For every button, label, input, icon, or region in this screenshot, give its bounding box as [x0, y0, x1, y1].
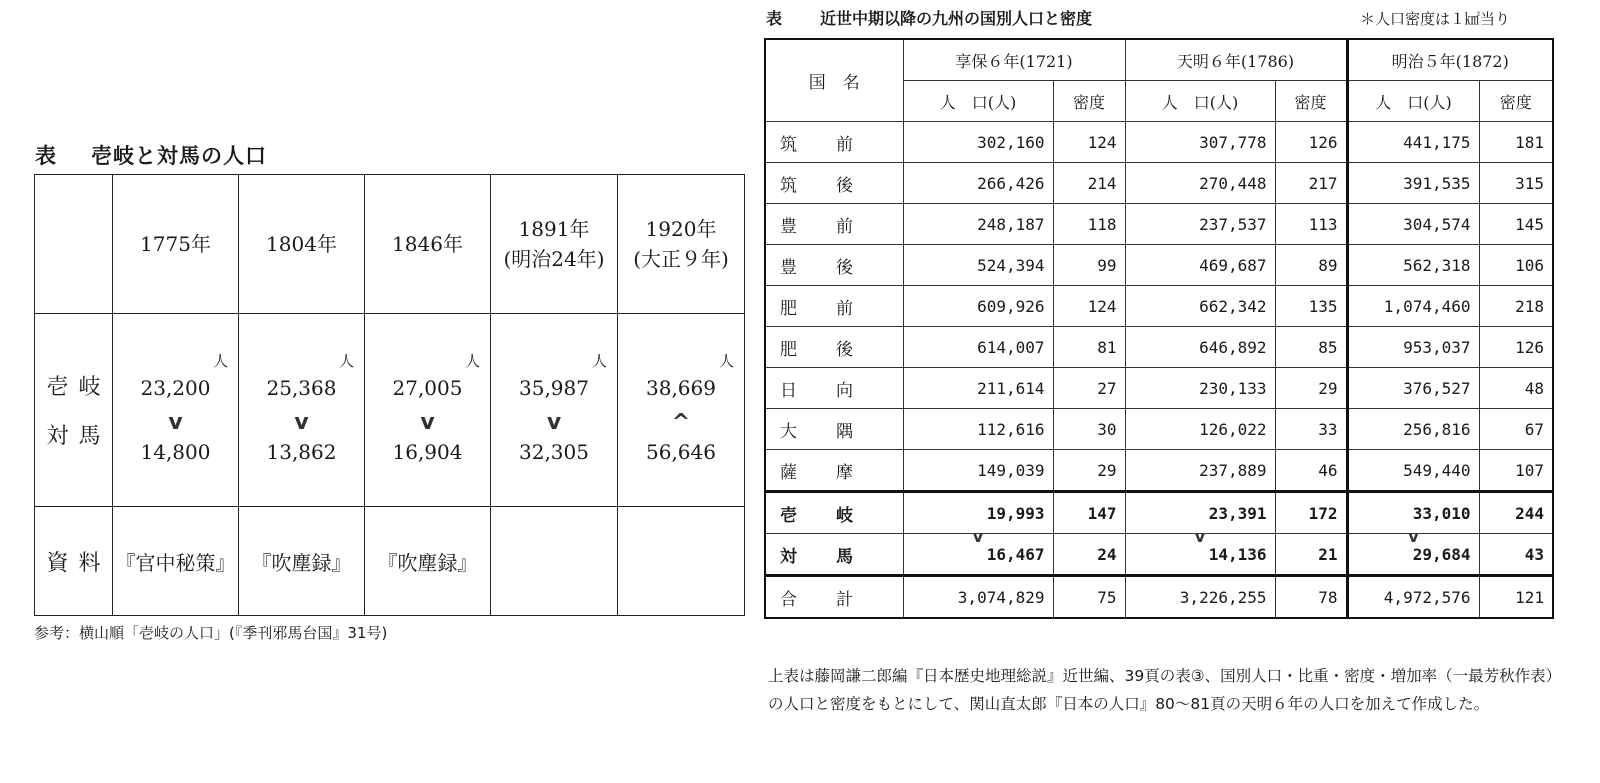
province-name-cell — [765, 163, 903, 204]
density-value: 106 — [1479, 245, 1553, 286]
comparison-mark: v — [294, 410, 309, 435]
population-subheader: 人 口(人) — [1125, 81, 1275, 122]
density-value: 113 — [1275, 204, 1347, 245]
iki-label: 壱岐 — [46, 375, 111, 400]
province-name-char: 計 — [836, 589, 853, 610]
province-row — [765, 492, 1553, 534]
province-row — [765, 576, 1553, 619]
population-value: 112,616 — [903, 409, 1053, 450]
left-table-title — [35, 140, 267, 170]
density-value: 85 — [1275, 327, 1347, 368]
density-value: 33 — [1275, 409, 1347, 450]
density-subheader: 密度 — [1275, 81, 1347, 122]
province-name-char: 馬 — [836, 546, 853, 567]
iki-population: 25,368 — [266, 376, 337, 400]
province-name-cell — [765, 245, 903, 286]
density-value: 244 — [1479, 492, 1553, 534]
right-title-text: 近世中期以降の九州の国別人口と密度 — [820, 9, 1093, 28]
density-value: 21 — [1275, 534, 1347, 576]
province-name-cell — [765, 327, 903, 368]
population-value: 270,448 — [1125, 163, 1275, 204]
source-label: 資料 — [35, 507, 113, 616]
year-header-cell: 1804年 — [239, 175, 365, 314]
density-subheader: 密度 — [1479, 81, 1553, 122]
density-value: 30 — [1053, 409, 1125, 450]
province-name-char: 豊 — [780, 257, 797, 278]
population-cell — [618, 314, 745, 507]
population-value: 646,892 — [1125, 327, 1275, 368]
year-header-cell: 1920年 (大正９年) — [618, 175, 745, 314]
period-header: 享保６年(1721) — [903, 39, 1125, 81]
province-name-char: 日 — [780, 380, 797, 401]
density-value: 214 — [1053, 163, 1125, 204]
unit-label: 人 — [464, 352, 480, 370]
source-row — [35, 507, 745, 616]
province-name-char: 肥 — [780, 298, 797, 319]
province-name-char: 前 — [836, 298, 853, 319]
province-name-char: 薩 — [780, 462, 797, 483]
density-subheader: 密度 — [1053, 81, 1125, 122]
province-row — [765, 327, 1553, 368]
density-value: 124 — [1053, 122, 1125, 163]
island-label-cell — [35, 314, 113, 507]
comparison-mark: v — [420, 410, 435, 435]
density-value: 121 — [1479, 576, 1553, 619]
tsushima-population: 32,305 — [519, 440, 589, 464]
left-title-tag: 表 — [35, 144, 57, 168]
unit-label: 人 — [212, 352, 228, 370]
province-name-char: 岐 — [836, 505, 853, 526]
iki-population: 38,669 — [646, 376, 716, 400]
tsushima-label: 対馬 — [46, 424, 111, 449]
province-name-char: 対 — [780, 546, 797, 567]
unit-label: 人 — [591, 352, 607, 370]
province-name-char: 前 — [836, 216, 853, 237]
density-value: 29 — [1275, 368, 1347, 409]
population-value: 149,039 — [903, 450, 1053, 492]
density-value: 118 — [1053, 204, 1125, 245]
province-name-char: 合 — [780, 589, 797, 610]
population-value: 609,926 — [903, 286, 1053, 327]
province-name-char: 摩 — [836, 462, 853, 483]
province-row — [765, 450, 1553, 492]
period-header: 明治５年(1872) — [1347, 39, 1553, 81]
source-cell — [618, 507, 745, 616]
population-cell — [239, 314, 365, 507]
population-value: 237,537 — [1125, 204, 1275, 245]
province-row — [765, 409, 1553, 450]
left-title-text: 壱岐と対馬の人口 — [91, 144, 267, 168]
comparison-mark: v — [1194, 527, 1206, 546]
province-name-cell — [765, 122, 903, 163]
tsushima-population: 13,862 — [266, 440, 337, 464]
comparison-mark: v — [1408, 527, 1419, 546]
right-title-tag: 表 — [766, 9, 783, 28]
province-name-char: 壱 — [780, 505, 797, 526]
corner-cell — [35, 175, 113, 314]
right-table-footnote: 上表は藤岡謙二郎編『日本歴史地理総説』近世編、39頁の表③、国別人口・比重・密度・増加率（一最芳秋作表）の人口と密度をもとにして、関山直太郎『日本の人口』80〜81頁の天明６年の人口を加えて作成した。 — [768, 667, 1554, 713]
population-cell — [491, 314, 618, 507]
density-value: 43 — [1479, 534, 1553, 576]
comparison-mark: ^ — [671, 410, 691, 435]
population-subheader: 人 口(人) — [1347, 81, 1479, 122]
population-value: 126,022 — [1125, 409, 1275, 450]
population-value: 549,440 — [1347, 450, 1479, 492]
population-value: 3,226,255 — [1125, 576, 1275, 619]
density-value: 147 — [1053, 492, 1125, 534]
province-row — [765, 204, 1553, 245]
population-value: 266,426 — [903, 163, 1053, 204]
province-row — [765, 368, 1553, 409]
tsushima-population: 56,646 — [646, 440, 716, 464]
province-name-cell — [765, 534, 903, 576]
population-value: 14,136 — [1125, 534, 1275, 576]
province-name-char: 後 — [836, 339, 853, 360]
left-reference-note: 参考：横山順「壱岐の人口」(『季刊邪馬台国』31号) — [34, 624, 388, 642]
density-value: 217 — [1275, 163, 1347, 204]
population-subheader: 人 口(人) — [903, 81, 1053, 122]
population-value: 256,816 — [1347, 409, 1479, 450]
population-value: 304,574 — [1347, 204, 1479, 245]
province-name-char: 前 — [836, 134, 853, 155]
province-name-char: 筑 — [780, 175, 797, 196]
province-row — [765, 163, 1553, 204]
density-value: 99 — [1053, 245, 1125, 286]
population-value: 4,972,576 — [1347, 576, 1479, 619]
population-value: 662,342 — [1125, 286, 1275, 327]
population-value: 19,993 v — [903, 492, 1053, 534]
province-name-char: 大 — [780, 421, 797, 442]
province-name-char: 後 — [836, 175, 853, 196]
province-name-cell — [765, 450, 903, 492]
density-value: 126 — [1275, 122, 1347, 163]
province-name-cell — [765, 204, 903, 245]
comparison-mark: v — [972, 527, 984, 546]
population-value: 211,614 — [903, 368, 1053, 409]
density-value: 81 — [1053, 327, 1125, 368]
year-header-cell: 1846年 — [365, 175, 491, 314]
province-name-char: 豊 — [780, 216, 797, 237]
province-name-char: 肥 — [780, 339, 797, 360]
population-value: 29,684 — [1347, 534, 1479, 576]
period-header: 天明６年(1786) — [1125, 39, 1347, 81]
population-value: 237,889 — [1125, 450, 1275, 492]
comparison-mark: v — [168, 410, 183, 435]
iki-population: 35,987 — [519, 376, 589, 400]
population-value: 391,535 — [1347, 163, 1479, 204]
density-value: 67 — [1479, 409, 1553, 450]
density-unit-note: ＊人口密度は１㎢当り — [1360, 10, 1511, 28]
province-row — [765, 286, 1553, 327]
province-name-cell — [765, 409, 903, 450]
period-header-row — [765, 39, 1553, 81]
density-value: 135 — [1275, 286, 1347, 327]
province-name-header: 国 名 — [765, 39, 903, 122]
unit-label: 人 — [718, 352, 734, 370]
right-table-title — [766, 6, 1092, 29]
density-value: 75 — [1053, 576, 1125, 619]
source-cell: 『吹塵録』 — [365, 507, 491, 616]
iki-tsushima-population-table — [34, 174, 745, 616]
comparison-mark: v — [546, 410, 562, 435]
year-header-cell: 1891年 (明治24年) — [491, 175, 618, 314]
iki-population: 27,005 — [392, 376, 463, 400]
population-value: 33,010 v — [1347, 492, 1479, 534]
province-row — [765, 245, 1553, 286]
density-value: 315 — [1479, 163, 1553, 204]
province-name-cell — [765, 492, 903, 534]
population-value: 307,778 — [1125, 122, 1275, 163]
density-value: 172 — [1275, 492, 1347, 534]
density-value: 107 — [1479, 450, 1553, 492]
population-cell — [365, 314, 491, 507]
density-value: 27 — [1053, 368, 1125, 409]
population-cell — [113, 314, 239, 507]
population-row — [35, 314, 745, 507]
province-row — [765, 122, 1553, 163]
population-value: 302,160 — [903, 122, 1053, 163]
density-value: 78 — [1275, 576, 1347, 619]
kyushu-province-population-table — [764, 38, 1554, 619]
population-value: 16,467 — [903, 534, 1053, 576]
density-value: 48 — [1479, 368, 1553, 409]
population-value: 441,175 — [1347, 122, 1479, 163]
density-value: 24 — [1053, 534, 1125, 576]
density-value: 29 — [1053, 450, 1125, 492]
population-value: 230,133 — [1125, 368, 1275, 409]
density-value: 145 — [1479, 204, 1553, 245]
population-value: 376,527 — [1347, 368, 1479, 409]
population-value: 248,187 — [903, 204, 1053, 245]
year-header-row — [35, 175, 745, 314]
year-header-cell: 1775年 — [113, 175, 239, 314]
tsushima-population: 16,904 — [392, 440, 463, 464]
province-name-char: 向 — [836, 380, 853, 401]
iki-population: 23,200 — [140, 376, 211, 400]
density-value: 181 — [1479, 122, 1553, 163]
unit-label: 人 — [338, 352, 354, 370]
province-name-cell — [765, 286, 903, 327]
population-value: 3,074,829 — [903, 576, 1053, 619]
population-value: 562,318 — [1347, 245, 1479, 286]
province-name-char: 隅 — [836, 421, 853, 442]
source-cell — [491, 507, 618, 616]
population-value: 1,074,460 — [1347, 286, 1479, 327]
density-value: 124 — [1053, 286, 1125, 327]
population-value: 614,007 — [903, 327, 1053, 368]
population-value: 469,687 — [1125, 245, 1275, 286]
population-value: 953,037 — [1347, 327, 1479, 368]
density-value: 126 — [1479, 327, 1553, 368]
density-value: 46 — [1275, 450, 1347, 492]
population-value: 23,391 v — [1125, 492, 1275, 534]
province-name-cell — [765, 576, 903, 619]
source-cell: 『官中秘策』 — [113, 507, 239, 616]
density-value: 218 — [1479, 286, 1553, 327]
province-name-char: 後 — [836, 257, 853, 278]
source-cell: 『吹塵録』 — [239, 507, 365, 616]
population-value: 524,394 — [903, 245, 1053, 286]
tsushima-population: 14,800 — [140, 440, 211, 464]
density-value: 89 — [1275, 245, 1347, 286]
province-name-cell — [765, 368, 903, 409]
province-name-char: 筑 — [780, 134, 797, 155]
